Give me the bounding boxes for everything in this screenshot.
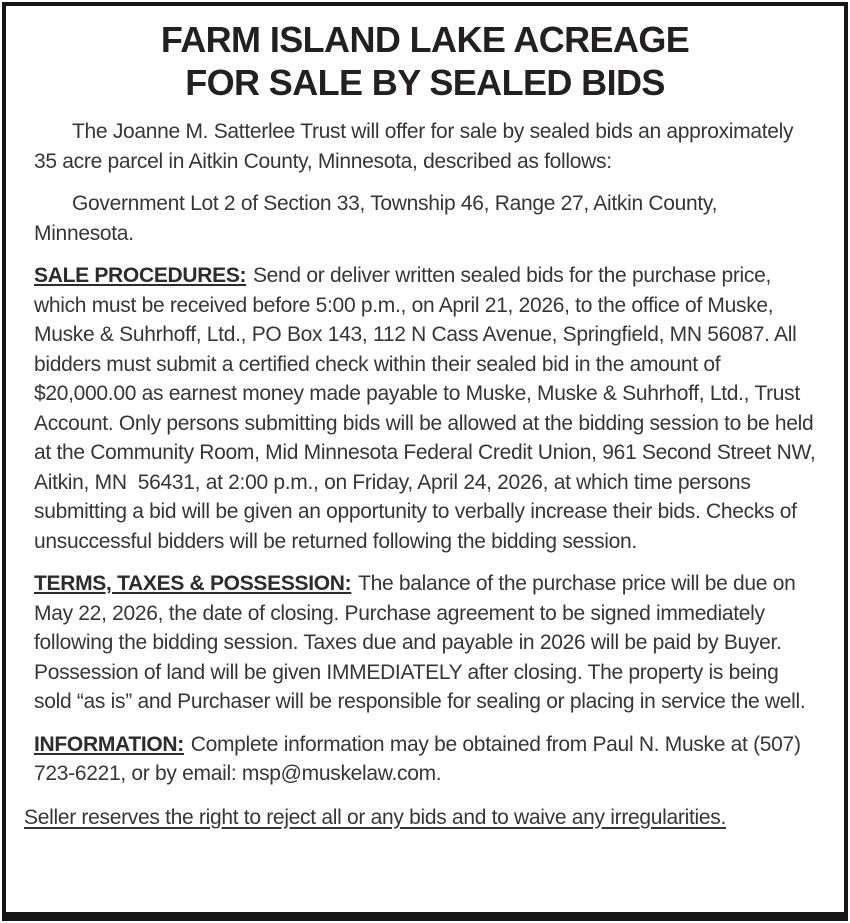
sale-procedures-text: Send or deliver written sealed bids for the purchase price, which must be received before 5:00 p.m., on April 21, 2026, to the office of Muske, Muske & Suhrhoff, Ltd., PO Box 143, 112 N Cass Avenue, Springfield, MN 56087. All bidders must submit a certified check within their sealed bid in the amount of $20,000.00 as earnest money made payable to Muske, Muske & Suhrhoff, Ltd., Trust Account. Only persons submitting bids will be allowed at the bidding session to be held at the Community Room, Mid Minnesota Federal Credit Union, 961 Second Street NW, Aitkin, MN 56431, at 2:00 p.m., on Friday, April 24, 2026, at which time persons submitting a bid will be given an opportunity to verbally increase their bids. Checks of unsuccessful bidders will be returned following the bidding session. — [34, 264, 820, 553]
legal-description-text: Government Lot 2 of Section 33, Township 46, Range 27, Aitkin County, Minnesota. — [34, 192, 723, 245]
intro-paragraph — [34, 117, 816, 176]
notice-title — [34, 18, 816, 104]
notice-title-line-1: FARM ISLAND LAKE ACREAGE — [160, 19, 690, 60]
sale-procedures-label: SALE PROCEDURES: — [34, 264, 247, 287]
sale-procedures-paragraph — [34, 261, 820, 556]
disclaimer-text: Seller reserves the right to reject all or any bids and to waive any irregularities. — [24, 805, 726, 829]
terms-label: TERMS, TAXES & POSSESSION: — [34, 572, 352, 595]
information-paragraph — [34, 730, 816, 789]
notice-title-line-2: FOR SALE BY SEALED BIDS — [185, 62, 665, 103]
information-text: Complete information may be obtained from Paul N. Muske at (507) 723-6221, or by email: msp@muskelaw.com. — [34, 732, 807, 785]
terms-text: The balance of the purchase price will be due on May 22, 2026, the date of closing. Purchase agreement to be signed immediately following the bidding session. Taxes due and payable in 2026 will be paid by Buyer. Possession of land will be given IMMEDIATELY after closing. The property is being sold “as is” and Purchaser will be responsible for sealing or placing in service the well. — [34, 572, 806, 713]
intro-text: The Joanne M. Satterlee Trust will offer for sale by sealed bids an approximately 35 acre parcel in Aitkin County, Minnesota, described as follows: — [34, 120, 799, 173]
information-label: INFORMATION: — [34, 732, 184, 756]
legal-description-paragraph — [34, 189, 816, 248]
terms-paragraph — [34, 569, 816, 717]
legal-notice-ad — [2, 2, 848, 921]
